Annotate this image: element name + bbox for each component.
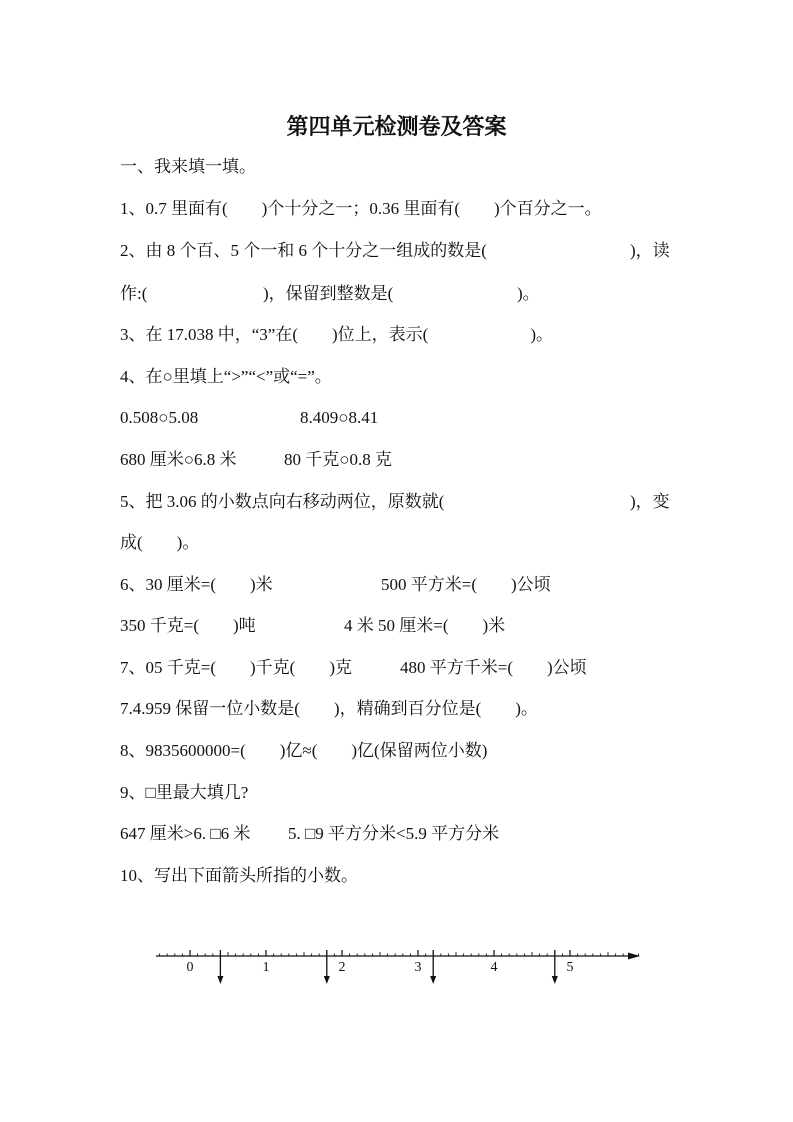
question-4-item-b: 8.409○8.41 — [300, 408, 379, 427]
question-5-line-2: 成( )。 — [120, 533, 200, 552]
question-2-line-1: 2、由 8 个百、5 个一和 6 个十分之一组成的数是( — [120, 241, 487, 260]
number-line-pointer-arrowhead — [552, 976, 558, 984]
number-line-pointer-arrowhead — [430, 976, 436, 984]
question-7b: 7.4.959 保留一位小数是( )，精确到百分位是( )。 — [120, 699, 538, 718]
question-4: 4、在○里填上“>”“<”或“=”。 — [120, 367, 332, 386]
question-6-item-c: 350 千克=( )吨 — [120, 616, 256, 635]
number-line-figure — [150, 935, 650, 995]
number-line-label: 5 — [566, 960, 574, 975]
question-10: 10、写出下面箭头所指的小数。 — [120, 866, 358, 885]
question-9: 9、□里最大填几? — [120, 783, 249, 802]
question-6-item-d: 4 米 50 厘米=( )米 — [344, 616, 506, 635]
question-4-item-a: 0.508○5.08 — [120, 408, 199, 427]
question-2-line-2-end: )。 — [517, 284, 540, 303]
question-8: 8、9835600000=( )亿≈( )亿(保留两位小数) — [120, 741, 488, 760]
question-5-line-1-end: )，变 — [630, 492, 670, 511]
question-9-item-b: 5. □9 平方分米<5.9 平方分米 — [288, 824, 500, 843]
number-line-label: 3 — [414, 960, 422, 975]
question-5-line-1: 5、把 3.06 的小数点向右移动两位，原数就( — [120, 492, 445, 511]
question-2-line-1-end: )，读 — [630, 241, 670, 260]
number-line-pointer-arrowhead — [217, 976, 223, 984]
question-2-line-2-mid: )，保留到整数是( — [263, 284, 394, 303]
question-7-item-b: 480 平方千米=( )公顷 — [400, 658, 587, 677]
question-7-item-a: 7、05 千克=( )千克( )克 — [120, 658, 352, 677]
page-title: 第四单元检测卷及答案 — [286, 115, 507, 140]
number-line-label: 0 — [186, 960, 194, 975]
question-6-item-a: 6、30 厘米=( )米 — [120, 575, 273, 594]
question-4-item-c: 680 厘米○6.8 米 — [120, 450, 237, 469]
section-heading: 一、我来填一填。 — [120, 157, 256, 176]
question-1: 1、0.7 里面有( )个十分之一；0.36 里面有( )个百分之一。 — [120, 199, 602, 218]
number-line-label: 1 — [262, 960, 270, 975]
question-3: 3、在 17.038 中，“3”在( )位上，表示( )。 — [120, 325, 553, 344]
question-2-line-2-start: 作:( — [120, 284, 148, 303]
number-line-label: 4 — [490, 960, 498, 975]
number-line-pointer-arrowhead — [324, 976, 330, 984]
question-4-item-d: 80 千克○0.8 克 — [284, 450, 393, 469]
question-9-item-a: 647 厘米>6. □6 米 — [120, 824, 251, 843]
number-line-label: 2 — [338, 960, 346, 975]
question-6-item-b: 500 平方米=( )公顷 — [381, 575, 551, 594]
